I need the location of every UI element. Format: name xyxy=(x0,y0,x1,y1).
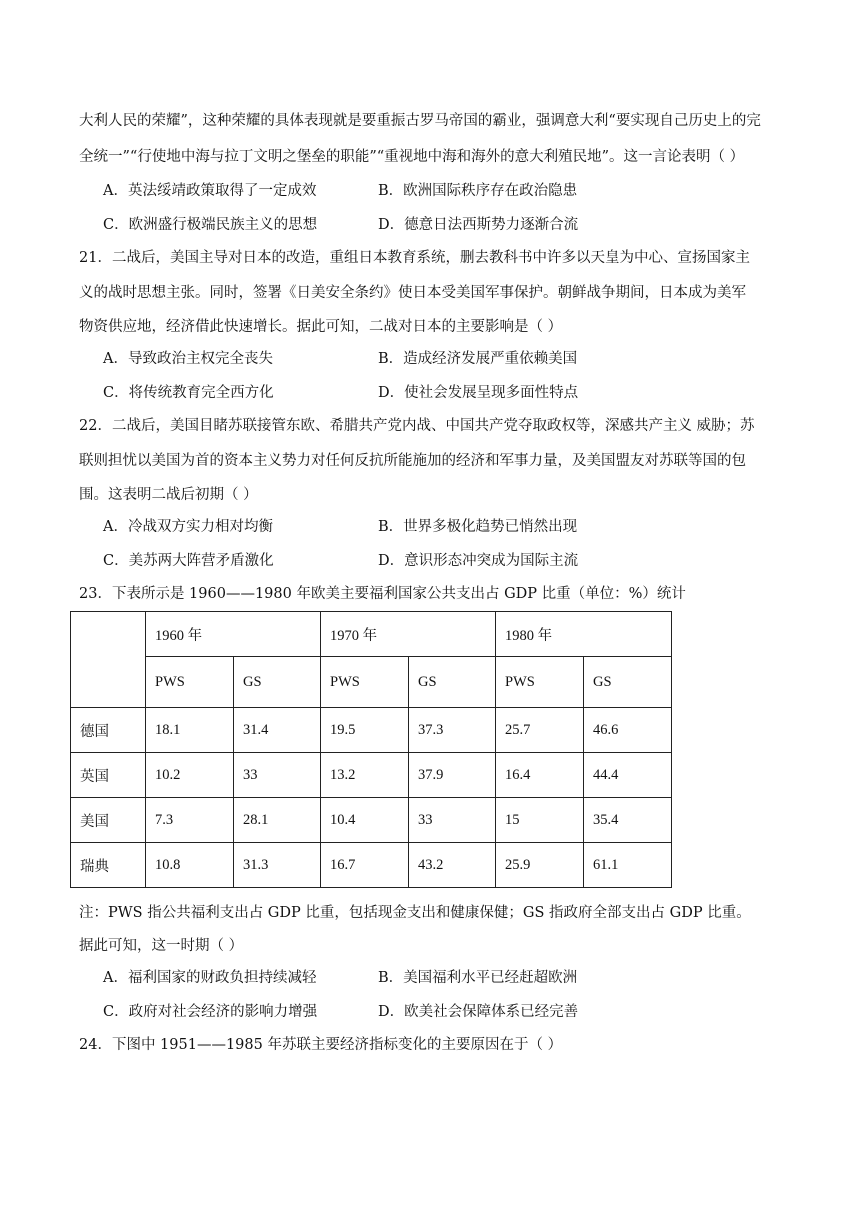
q20-option-b[interactable]: B．欧洲国际秩序存在政治隐患 xyxy=(378,183,578,199)
q21-option-a[interactable]: A．导致政治主权完全丧失 xyxy=(103,351,273,367)
table-value-cell: 16.7 xyxy=(321,843,409,888)
table-value-cell: 46.6 xyxy=(584,708,672,753)
q20-option-c[interactable]: C．欧洲盛行极端民族主义的思想 xyxy=(103,217,318,233)
table-value-cell: 31.3 xyxy=(234,843,321,888)
table-value-cell: 43.2 xyxy=(409,843,496,888)
table-value-cell: 44.4 xyxy=(584,753,672,798)
table-value-cell: 25.7 xyxy=(496,708,584,753)
table-metric-header: PWS xyxy=(496,657,584,708)
table-value-cell: 10.2 xyxy=(146,753,234,798)
q22-text-line-1: 22．二战后，美国目睹苏联接管东欧、希腊共产党内战、中国共产党夺取政权等，深感共产主义 威胁；苏 xyxy=(79,418,755,434)
q23-option-d[interactable]: D．欧美社会保障体系已经完善 xyxy=(378,1004,579,1020)
table-row xyxy=(71,708,672,753)
q21-text-line-1: 21．二战后，美国主导对日本的改造，重组日本教育系统，删去教科书中许多以天皇为中心、宣扬国家主 xyxy=(79,250,750,266)
table-header-years xyxy=(71,612,672,657)
q20-option-a[interactable]: A．英法绥靖政策取得了一定成效 xyxy=(103,183,317,199)
table-metric-header: PWS xyxy=(146,657,234,708)
q22-option-d[interactable]: D．意识形态冲突成为国际主流 xyxy=(378,553,579,569)
table-value-cell: 37.9 xyxy=(409,753,496,798)
table-year-header: 1970 年 xyxy=(321,612,496,657)
q23-option-c[interactable]: C．政府对社会经济的影响力增强 xyxy=(103,1004,318,1020)
table-year-header: 1960 年 xyxy=(146,612,321,657)
table-row xyxy=(71,798,672,843)
table-value-cell: 31.4 xyxy=(234,708,321,753)
welfare-spending-table xyxy=(70,611,672,888)
table-year-header: 1980 年 xyxy=(496,612,672,657)
table-country-cell: 英国 xyxy=(71,753,146,798)
q20-text-line-1: 大利人民的荣耀”，这种荣耀的具体表现就是要重振古罗马帝国的霸业，强调意大利“要实现自己历史上的完 xyxy=(79,113,761,129)
table-value-cell: 28.1 xyxy=(234,798,321,843)
q23-text-line-1: 23．下表所示是 1960——1980 年欧美主要福利国家公共支出占 GDP 比重（单位：%）统计 xyxy=(79,586,686,602)
q21-option-d[interactable]: D．使社会发展呈现多面性特点 xyxy=(378,385,579,401)
q21-text-line-3: 物资供应地，经济借此快速增长。据此可知，二战对日本的主要影响是（ ） xyxy=(79,319,563,335)
q22-option-a[interactable]: A．冷战双方实力相对均衡 xyxy=(103,519,273,535)
q23-table-note: 注：PWS 指公共福利支出占 GDP 比重，包括现金支出和健康保健；GS 指政府全部支出占 GDP 比重。 xyxy=(79,905,751,921)
q23-option-b[interactable]: B．美国福利水平已经赶超欧洲 xyxy=(378,970,578,986)
table-country-cell: 瑞典 xyxy=(71,843,146,888)
q21-option-b[interactable]: B．造成经济发展严重依赖美国 xyxy=(378,351,578,367)
table-value-cell: 33 xyxy=(234,753,321,798)
table-value-cell: 25.9 xyxy=(496,843,584,888)
q21-option-c[interactable]: C．将传统教育完全西方化 xyxy=(103,385,274,401)
table-value-cell: 61.1 xyxy=(584,843,672,888)
table-value-cell: 7.3 xyxy=(146,798,234,843)
table-value-cell: 13.2 xyxy=(321,753,409,798)
table-metric-header: GS xyxy=(234,657,321,708)
table-value-cell: 35.4 xyxy=(584,798,672,843)
table-value-cell: 10.8 xyxy=(146,843,234,888)
table-header-metrics xyxy=(71,657,672,708)
table-country-cell: 德国 xyxy=(71,708,146,753)
q21-text-line-2: 义的战时思想主张。同时，签署《日美安全条约》使日本受美国军事保护。朝鲜战争期间，日本成为美军 xyxy=(79,285,746,301)
table-row xyxy=(71,843,672,888)
q23-option-a[interactable]: A．福利国家的财政负担持续减轻 xyxy=(103,970,317,986)
table-corner-cell xyxy=(71,612,146,708)
table-metric-header: GS xyxy=(584,657,672,708)
q24-text-line-1: 24．下图中 1951——1985 年苏联主要经济指标变化的主要原因在于（ ） xyxy=(79,1037,563,1053)
table-value-cell: 19.5 xyxy=(321,708,409,753)
table-value-cell: 18.1 xyxy=(146,708,234,753)
table-value-cell: 10.4 xyxy=(321,798,409,843)
q22-option-b[interactable]: B．世界多极化趋势已悄然出现 xyxy=(378,519,578,535)
q20-option-d[interactable]: D．德意日法西斯势力逐渐合流 xyxy=(378,217,579,233)
table-metric-header: GS xyxy=(409,657,496,708)
table-row xyxy=(71,753,672,798)
table-value-cell: 37.3 xyxy=(409,708,496,753)
q22-text-line-3: 围。这表明二战后初期（ ） xyxy=(79,487,258,503)
table-value-cell: 33 xyxy=(409,798,496,843)
table-value-cell: 15 xyxy=(496,798,584,843)
q20-text-line-2: 全统一”“行使地中海与拉丁文明之堡垒的职能”“重视地中海和海外的意大利殖民地”。这一言论表明（ ） xyxy=(79,149,745,165)
table-metric-header: PWS xyxy=(321,657,409,708)
table-country-cell: 美国 xyxy=(71,798,146,843)
q22-option-c[interactable]: C．美苏两大阵营矛盾激化 xyxy=(103,553,274,569)
table-value-cell: 16.4 xyxy=(496,753,584,798)
q23-text-line-2: 据此可知，这一时期（ ） xyxy=(79,938,244,954)
q22-text-line-2: 联则担忧以美国为首的资本主义势力对任何反抗所能施加的经济和军事力量，及美国盟友对苏联等国的包 xyxy=(79,453,746,469)
